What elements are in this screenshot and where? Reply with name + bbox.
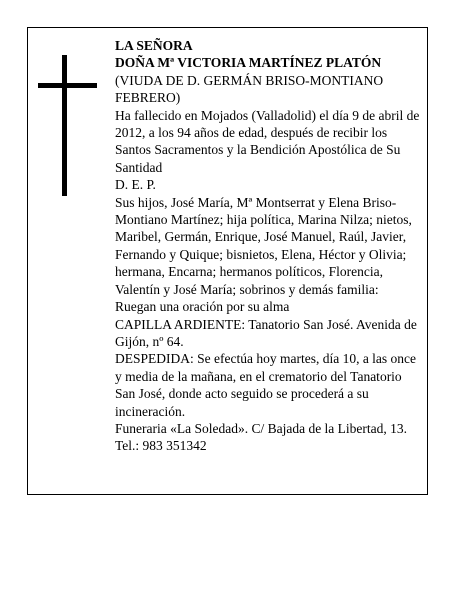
- phone-number: Tel.: 983 351342: [115, 438, 207, 454]
- obituary-text: [115, 37, 425, 455]
- death-details: Ha fallecido en Mojados (Valladolid) el día 9 de abril de 2012, a los 94 años de edad, después de recibir los Santos Sacramentos y la Bendición Apostólica de Su Santidad: [115, 107, 420, 175]
- deceased-name: DOÑA Mª VICTORIA MARTÍNEZ PLATÓN: [115, 55, 382, 71]
- cross-icon: [62, 55, 67, 196]
- notice-title: LA SEÑORA: [115, 38, 193, 53]
- widow-of: (VIUDA DE D. GERMÁN BRISO-MONTIANO FEBRERO): [115, 72, 384, 106]
- rest-in-peace: D. E. P.: [115, 177, 156, 193]
- farewell-info: DESPEDIDA: Se efectúa hoy martes, día 10, a las once y media de la mañana, en el crematorio del Tanatorio San José, donde acto seguido se procederá a su incineración.: [115, 351, 417, 419]
- family-list: Sus hijos, José María, Mª Montserrat y Elena Briso-Montiano Martínez; hija política, Marina Nilza; nietos, Maribel, Germán, Enrique, José Manuel, Raúl, Javier, Fernando y Quique; bisnietos, Elena, Héctor y Olivia; hermana, Encarna; hermanos políticos, Florencia, Valentín y José María; sobrinos y demás familia:: [115, 194, 412, 297]
- prayer-request: Ruegan una oración por su alma: [115, 299, 290, 315]
- funeral-home: Funeraria «La Soledad». C/ Bajada de la Libertad, 13.: [115, 420, 408, 436]
- cross-icon-bar: [38, 83, 97, 88]
- chapel-info: CAPILLA ARDIENTE: Tanatorio San José. Avenida de Gijón, nº 64.: [115, 316, 417, 349]
